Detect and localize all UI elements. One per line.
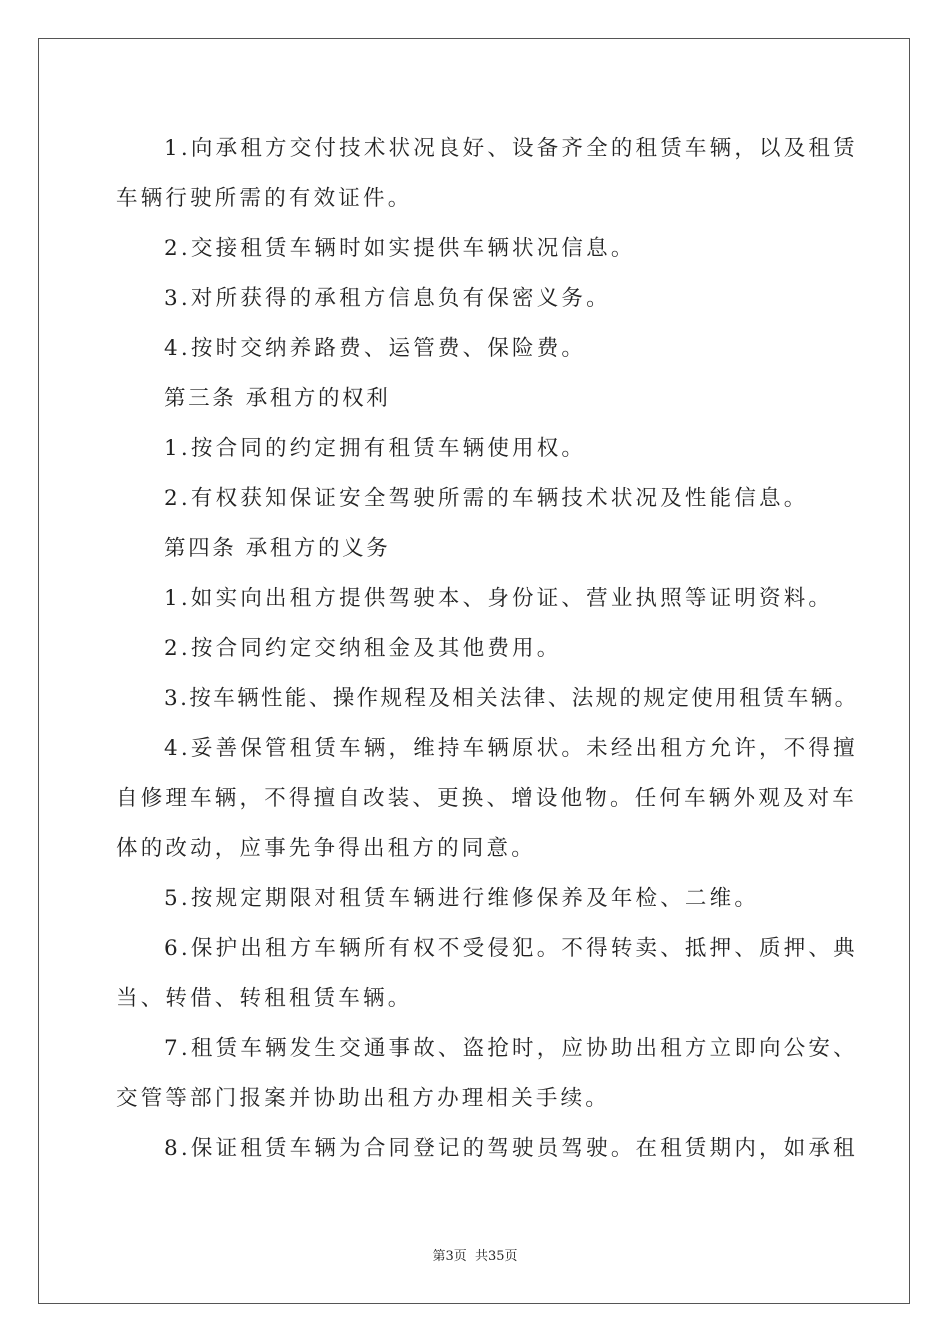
page-footer	[0, 1247, 950, 1267]
paragraph-line: 7.租赁车辆发生交通事故、盗抢时，应协助出租方立即向公安、	[164, 1036, 858, 1061]
section-heading: 第四条 承租方的义务	[164, 536, 391, 561]
paragraph-line: 3.按车辆性能、操作规程及相关法律、法规的规定使用租赁车辆。	[164, 686, 859, 711]
paragraph-line: 4.妥善保管租赁车辆，维持车辆原状。未经出租方允许，不得擅	[164, 736, 858, 761]
paragraph-line: 交管等部门报案并协助出租方办理相关手续。	[116, 1086, 611, 1111]
paragraph-line: 2.有权获知保证安全驾驶所需的车辆技术状况及性能信息。	[164, 486, 809, 511]
paragraph-line: 当、转借、转租租赁车辆。	[116, 986, 413, 1011]
paragraph-line: 自修理车辆，不得擅自改装、更换、增设他物。任何车辆外观及对车	[116, 786, 858, 811]
page-number: 第3页	[432, 1249, 467, 1264]
paragraph-line: 2.交接租赁车辆时如实提供车辆状况信息。	[164, 236, 636, 261]
paragraph-line: 4.按时交纳养路费、运管费、保险费。	[164, 336, 587, 361]
paragraph-line: 3.对所获得的承租方信息负有保密义务。	[164, 286, 611, 311]
paragraph-line: 6.保护出租方车辆所有权不受侵犯。不得转卖、抵押、质押、典	[164, 936, 858, 961]
page-total: 共35页	[474, 1249, 518, 1264]
section-heading: 第三条 承租方的权利	[164, 386, 391, 411]
paragraph-line: 1.如实向出租方提供驾驶本、身份证、营业执照等证明资料。	[164, 586, 834, 611]
paragraph-line: 车辆行驶所需的有效证件。	[116, 186, 413, 211]
paragraph-line: 8.保证租赁车辆为合同登记的驾驶员驾驶。在租赁期内，如承租	[164, 1136, 858, 1161]
paragraph-line: 2.按合同约定交纳租金及其他费用。	[164, 636, 562, 661]
paragraph-line: 1.向承租方交付技术状况良好、设备齐全的租赁车辆，以及租赁	[164, 136, 858, 161]
paragraph-line: 5.按规定期限对租赁车辆进行维修保养及年检、二维。	[164, 886, 760, 911]
paragraph-line: 1.按合同的约定拥有租赁车辆使用权。	[164, 436, 587, 461]
paragraph-line: 体的改动，应事先争得出租方的同意。	[116, 836, 536, 861]
